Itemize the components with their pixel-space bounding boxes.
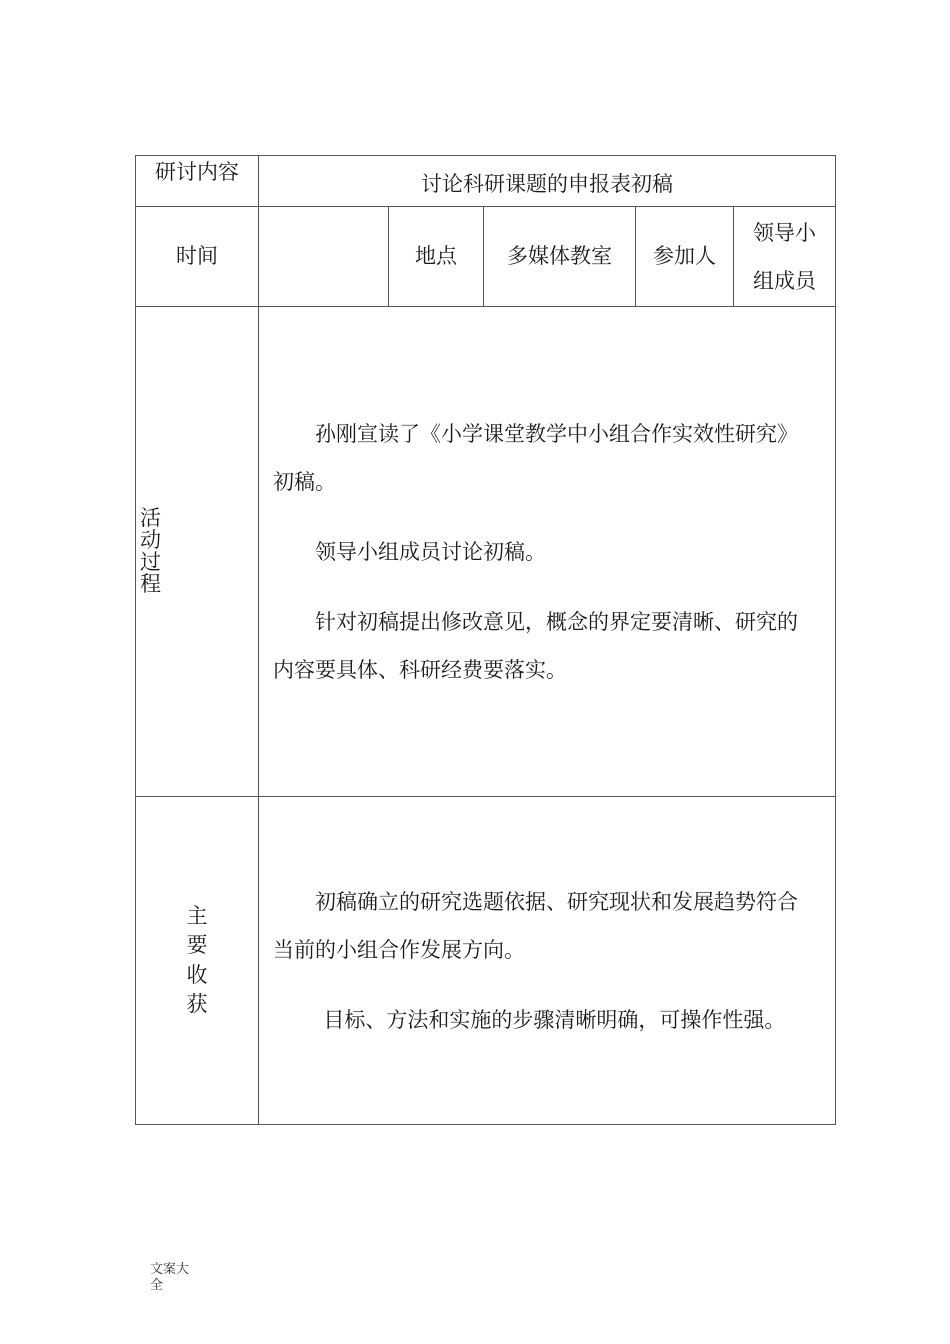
activity-record-table bbox=[135, 155, 836, 1125]
participants-label: 参加人 bbox=[636, 207, 734, 307]
participants-line-1: 领导小 bbox=[753, 220, 817, 245]
gains-label-char-4: 获 bbox=[186, 991, 208, 1016]
process-paragraph-3: 针对初稿提出修改意见，概念的界定要清晰、研究的内容要具体、科研经费要落实。 bbox=[273, 609, 798, 682]
process-row bbox=[136, 307, 836, 797]
gains-label-char-3: 收 bbox=[186, 962, 208, 987]
process-label: 活动过程 bbox=[140, 506, 161, 596]
gains-label-char-1: 主 bbox=[186, 903, 208, 928]
topic-value: 讨论科研课题的申报表初稿 bbox=[259, 156, 836, 207]
process-paragraph-2: 领导小组成员讨论初稿。 bbox=[315, 539, 546, 564]
participants-value bbox=[734, 207, 836, 307]
gains-paragraph-2: 目标、方法和实施的步骤清晰明确，可操作性强。 bbox=[323, 1007, 786, 1032]
gains-content bbox=[259, 797, 836, 1125]
gains-label-char-2: 要 bbox=[186, 933, 208, 958]
place-value: 多媒体教室 bbox=[484, 207, 636, 307]
topic-row bbox=[136, 156, 836, 207]
participants-line-2: 组成员 bbox=[753, 268, 817, 293]
time-value bbox=[259, 207, 389, 307]
time-label: 时间 bbox=[136, 207, 259, 307]
gains-paragraph-1: 初稿确立的研究选题依据、研究现状和发展趋势符合当前的小组合作发展方向。 bbox=[273, 889, 798, 962]
process-content bbox=[259, 307, 836, 797]
topic-label: 研讨内容 bbox=[136, 156, 259, 207]
process-paragraph-1: 孙刚宣读了《小学课堂教学中小组合作实效性研究》初稿。 bbox=[273, 421, 798, 494]
info-row bbox=[136, 207, 836, 307]
gains-row bbox=[136, 797, 836, 1125]
footer-text: 文案大全 bbox=[150, 1262, 190, 1293]
gains-label bbox=[136, 797, 259, 1125]
process-label-cell bbox=[136, 307, 259, 797]
place-label: 地点 bbox=[389, 207, 484, 307]
